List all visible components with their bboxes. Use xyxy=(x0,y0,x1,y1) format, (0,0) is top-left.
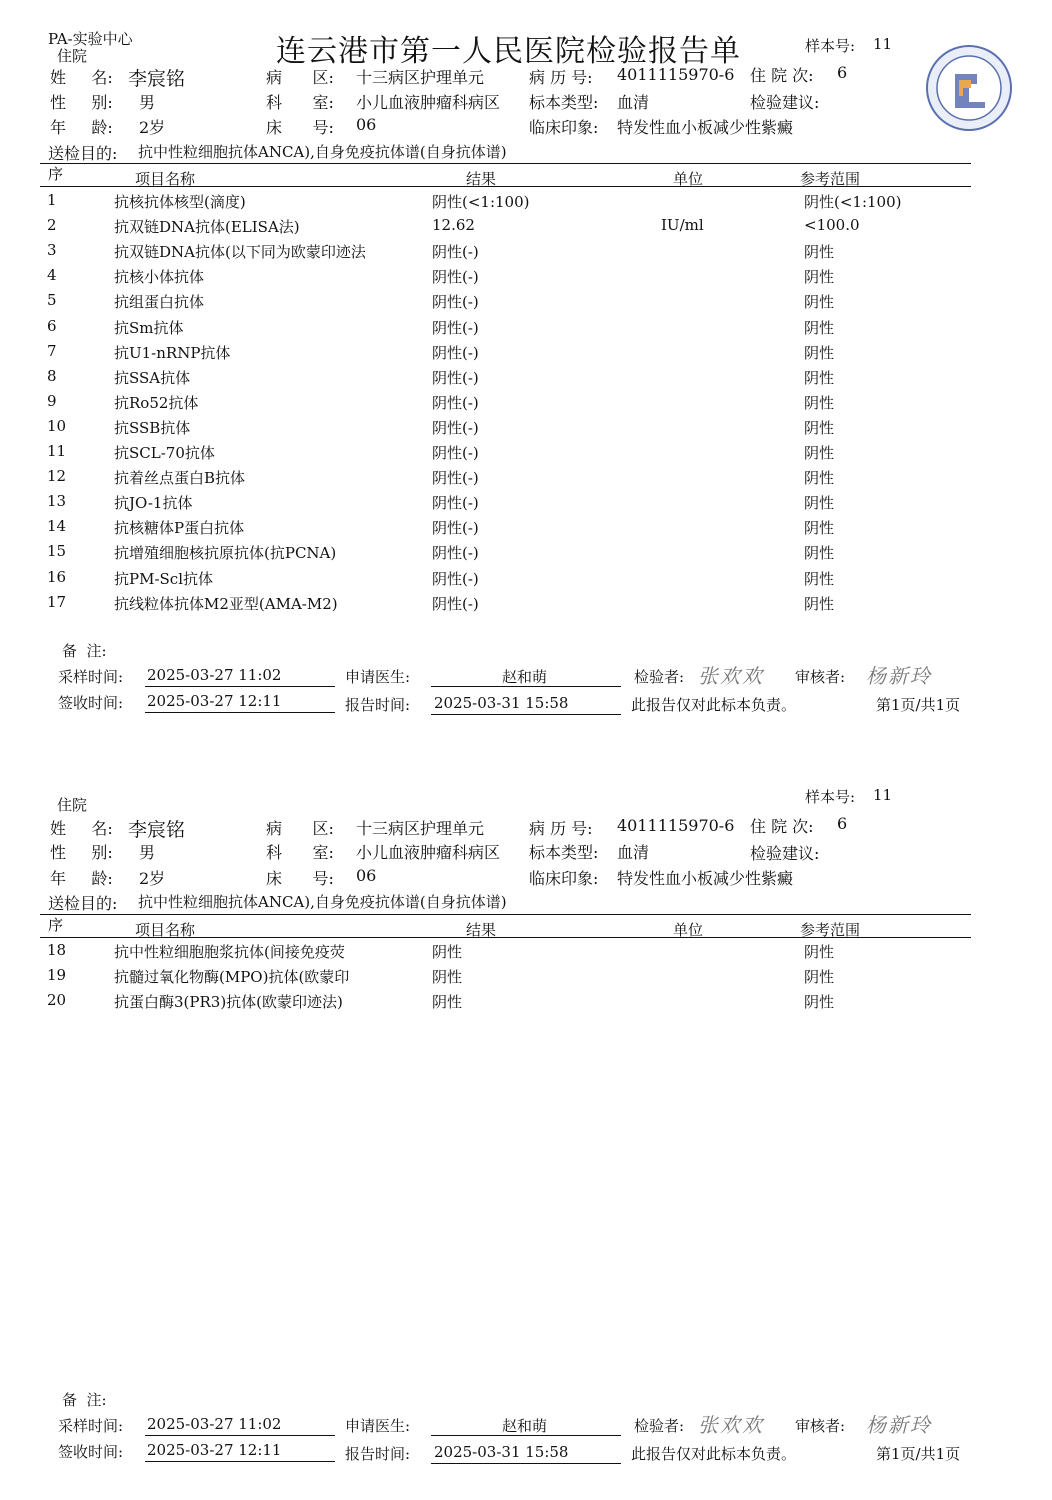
cell-ref: 阴性(<1:100) xyxy=(804,193,902,211)
dept: 小儿血液肿瘤科病区 xyxy=(356,843,501,862)
report-time: 2025-03-31 15:58 xyxy=(434,694,569,712)
remarks-label: 备 注: xyxy=(62,1391,107,1409)
patient-type: 住院 xyxy=(57,796,88,814)
cell-result: 12.62 xyxy=(432,216,475,235)
cell-result: 阴性(<1:100) xyxy=(432,193,530,211)
cell-ref: 阴性 xyxy=(804,343,835,362)
sex-label: 性 别: xyxy=(50,93,113,112)
sample-no: 11 xyxy=(873,35,893,53)
sex: 男 xyxy=(139,93,156,112)
receive-time-underline xyxy=(145,1461,335,1462)
reviewer-label: 审核者: xyxy=(795,1417,846,1435)
col-seq-header: 序 xyxy=(48,916,64,934)
cell-seq: 10 xyxy=(47,416,67,435)
col-unit-header: 单位 xyxy=(673,170,704,188)
table-row xyxy=(0,442,1052,467)
age-label: 年 龄: xyxy=(50,118,113,137)
table-row xyxy=(0,342,1052,367)
cell-result: 阴性(-) xyxy=(432,519,479,538)
patient-name: 李宸铭 xyxy=(128,68,186,90)
table-row xyxy=(0,266,1052,291)
cell-item: 抗双链DNA抗体(以下同为欧蒙印迹法 xyxy=(114,243,366,262)
report-time: 2025-03-31 15:58 xyxy=(434,1443,569,1461)
cell-item: 抗JO-1抗体 xyxy=(114,494,193,513)
table-row xyxy=(0,467,1052,492)
cell-item: 抗着丝点蛋白B抗体 xyxy=(114,469,246,488)
cell-result: 阴性 xyxy=(432,993,463,1012)
record-no: 4011115970-6 xyxy=(617,816,735,835)
cell-item: 抗线粒体抗体M2亚型(AMA-M2) xyxy=(114,594,338,613)
cell-result: 阴性(-) xyxy=(432,444,479,462)
cell-seq: 12 xyxy=(47,467,67,486)
cell-seq: 14 xyxy=(47,517,67,536)
table-row xyxy=(0,542,1052,567)
page-info: 第1页/共1页 xyxy=(876,1445,961,1463)
cell-seq: 7 xyxy=(47,341,57,360)
clinical-label: 临床印象: xyxy=(529,869,599,888)
table-row xyxy=(0,216,1052,241)
cell-seq: 20 xyxy=(47,991,67,1010)
cell-ref: 阴性 xyxy=(804,594,835,613)
doctor-label: 申请医生: xyxy=(345,1417,411,1435)
receive-time-label: 签收时间: xyxy=(58,694,124,712)
cell-result: 阴性(-) xyxy=(432,418,479,437)
ward: 十三病区护理单元 xyxy=(356,68,485,87)
tester-label: 检验者: xyxy=(634,668,685,686)
cell-item: 抗核糖体P蛋白抗体 xyxy=(114,519,245,538)
receive-time-label: 签收时间: xyxy=(58,1443,124,1461)
cell-item: 抗核小体抗体 xyxy=(114,268,205,287)
cell-ref: 阴性 xyxy=(804,943,835,961)
report-time-label: 报告时间: xyxy=(345,1445,411,1463)
hospital-logo-icon xyxy=(925,44,1013,132)
sample-time: 2025-03-27 11:02 xyxy=(147,1415,282,1433)
cell-unit: IU/ml xyxy=(661,216,704,235)
cell-item: 抗组蛋白抗体 xyxy=(114,293,205,312)
cell-item: 抗U1-nRNP抗体 xyxy=(114,343,231,362)
dept-label: 科 室: xyxy=(266,843,334,862)
specimen-label: 标本类型: xyxy=(529,93,599,112)
cell-item: 抗中性粒细胞胞浆抗体(间接免疫荧 xyxy=(114,943,345,961)
cell-ref: 阴性 xyxy=(804,243,835,262)
cell-seq: 13 xyxy=(47,492,67,511)
table-row xyxy=(0,492,1052,517)
cell-item: 抗SSB抗体 xyxy=(114,418,191,437)
cell-ref: 阴性 xyxy=(804,393,835,412)
purpose: 抗中性粒细胞抗体ANCA),自身免疫抗体谱(自身抗体谱) xyxy=(138,893,507,911)
col-item-header: 项目名称 xyxy=(135,170,196,188)
cell-seq: 19 xyxy=(47,966,67,985)
reviewer-label: 审核者: xyxy=(795,668,846,686)
cell-ref: 阴性 xyxy=(804,993,835,1012)
ward-label: 病 区: xyxy=(266,819,334,838)
table-row xyxy=(0,568,1052,593)
cell-item: 抗SCL-70抗体 xyxy=(114,444,215,462)
purpose-label: 送检目的: xyxy=(48,144,118,163)
cell-item: 抗Ro52抗体 xyxy=(114,393,199,412)
name-label: 姓 名: xyxy=(50,819,113,838)
cell-result: 阴性(-) xyxy=(432,393,479,412)
table-row xyxy=(0,191,1052,216)
cell-item: 抗增殖细胞核抗原抗体(抗PCNA) xyxy=(114,544,337,563)
cell-seq: 8 xyxy=(47,366,57,385)
cell-result: 阴性 xyxy=(432,968,463,987)
table-row xyxy=(0,517,1052,542)
table-row xyxy=(0,291,1052,316)
cell-seq: 5 xyxy=(47,291,57,310)
col-ref-header: 参考范围 xyxy=(800,170,861,188)
report-time-underline xyxy=(431,1463,621,1464)
dept: 小儿血液肿瘤科病区 xyxy=(356,93,501,112)
cell-item: 抗核抗体核型(滴度) xyxy=(114,193,246,211)
sample-no: 11 xyxy=(873,786,893,804)
cell-result: 阴性(-) xyxy=(432,544,479,563)
lab-center: PA-实验中心 xyxy=(48,30,133,48)
table-row xyxy=(0,991,1052,1016)
specimen-label: 标本类型: xyxy=(529,843,599,862)
cell-ref: 阴性 xyxy=(804,368,835,387)
bed: 06 xyxy=(356,866,377,885)
cell-result: 阴性(-) xyxy=(432,469,479,488)
cell-seq: 2 xyxy=(47,216,57,235)
sample-time-label: 采样时间: xyxy=(58,668,124,686)
cell-result: 阴性(-) xyxy=(432,368,479,387)
cell-result: 阴性(-) xyxy=(432,318,479,337)
bed-label: 床 号: xyxy=(266,869,334,888)
doctor: 赵和萌 xyxy=(502,668,548,686)
tester-label: 检验者: xyxy=(634,1417,685,1435)
cell-item: 抗蛋白酶3(PR3)抗体(欧蒙印迹法) xyxy=(114,993,343,1012)
table-row xyxy=(0,241,1052,266)
sample-time: 2025-03-27 11:02 xyxy=(147,666,282,684)
col-item-header: 项目名称 xyxy=(135,921,196,939)
tester-signature: 张欢欢 xyxy=(698,664,764,688)
cell-result: 阴性(-) xyxy=(432,268,479,287)
cell-ref: 阴性 xyxy=(804,544,835,563)
ward-label: 病 区: xyxy=(266,68,334,87)
table-header-rule xyxy=(40,186,971,187)
record-label: 病 历 号: xyxy=(529,68,593,87)
cell-ref: 阴性 xyxy=(804,569,835,588)
sex: 男 xyxy=(139,843,156,862)
col-seq-header: 序 xyxy=(48,165,64,183)
admission-label: 住 院 次: xyxy=(750,817,814,836)
table-row xyxy=(0,593,1052,618)
tester-signature: 张欢欢 xyxy=(698,1413,764,1437)
reviewer-signature: 杨新玲 xyxy=(866,1413,932,1437)
sample-time-label: 采样时间: xyxy=(58,1417,124,1435)
cell-seq: 4 xyxy=(47,266,57,285)
cell-seq: 18 xyxy=(47,941,67,959)
clinical-label: 临床印象: xyxy=(529,118,599,137)
cell-item: 抗SSA抗体 xyxy=(114,368,191,387)
cell-seq: 15 xyxy=(47,542,67,561)
dept-label: 科 室: xyxy=(266,93,334,112)
table-top-rule xyxy=(40,914,971,915)
advice-label: 检验建议: xyxy=(750,844,820,863)
clinical-impression: 特发性血小板减少性紫癜 xyxy=(617,869,794,888)
ward: 十三病区护理单元 xyxy=(356,819,485,838)
specimen: 血清 xyxy=(617,843,650,862)
doctor-underline xyxy=(431,1435,621,1436)
cell-ref: 阴性 xyxy=(804,968,835,987)
report-time-label: 报告时间: xyxy=(345,696,411,714)
table-row xyxy=(0,317,1052,342)
disclaimer: 此报告仅对此标本负责。 xyxy=(631,696,797,714)
cell-seq: 17 xyxy=(47,592,67,611)
patient-name: 李宸铭 xyxy=(128,819,186,841)
sample-no-label: 样本号: xyxy=(805,37,856,55)
cell-item: 抗髓过氧化物酶(MPO)抗体(欧蒙印 xyxy=(114,968,350,987)
col-result-header: 结果 xyxy=(466,921,497,939)
cell-item: 抗PM-Scl抗体 xyxy=(114,569,213,588)
cell-ref: 阴性 xyxy=(804,318,835,337)
cell-seq: 6 xyxy=(47,316,57,335)
receive-time: 2025-03-27 12:11 xyxy=(147,692,282,710)
cell-result: 阴性(-) xyxy=(432,494,479,513)
cell-result: 阴性(-) xyxy=(432,293,479,312)
table-header-rule xyxy=(40,937,971,938)
clinical-impression: 特发性血小板减少性紫癜 xyxy=(617,118,794,137)
report-page-2 xyxy=(0,750,1052,1500)
specimen: 血清 xyxy=(617,93,650,112)
record-label: 病 历 号: xyxy=(529,819,593,838)
report-title: 连云港市第一人民医院检验报告单 xyxy=(276,34,741,69)
admission-no: 6 xyxy=(837,814,848,833)
admission-label: 住 院 次: xyxy=(750,66,814,85)
cell-seq: 1 xyxy=(47,191,57,209)
bed-label: 床 号: xyxy=(266,118,334,137)
sample-time-underline xyxy=(145,686,335,687)
disclaimer: 此报告仅对此标本负责。 xyxy=(631,1445,797,1463)
purpose-label: 送检目的: xyxy=(48,894,118,913)
advice-label: 检验建议: xyxy=(750,93,820,112)
cell-result: 阴性 xyxy=(432,943,463,961)
doctor-underline xyxy=(431,686,621,687)
receive-time: 2025-03-27 12:11 xyxy=(147,1441,282,1459)
age-label: 年 龄: xyxy=(50,869,113,888)
sample-no-label: 样本号: xyxy=(805,788,856,806)
cell-result: 阴性(-) xyxy=(432,243,479,262)
cell-ref: 阴性 xyxy=(804,469,835,488)
cell-seq: 16 xyxy=(47,567,67,586)
cell-seq: 3 xyxy=(47,241,57,260)
cell-ref: 阴性 xyxy=(804,519,835,538)
purpose: 抗中性粒细胞抗体ANCA),自身免疫抗体谱(自身抗体谱) xyxy=(138,143,507,161)
doctor: 赵和萌 xyxy=(502,1417,548,1435)
cell-ref: 阴性 xyxy=(804,444,835,462)
cell-ref: 阴性 xyxy=(804,268,835,287)
table-row xyxy=(0,367,1052,392)
remarks-label: 备 注: xyxy=(62,642,107,660)
table-row xyxy=(0,417,1052,442)
table-row xyxy=(0,966,1052,991)
age: 2岁 xyxy=(139,118,166,137)
report-time-underline xyxy=(431,714,621,715)
bed: 06 xyxy=(356,115,377,134)
page-info: 第1页/共1页 xyxy=(876,696,961,714)
admission-no: 6 xyxy=(837,63,848,82)
record-no: 4011115970-6 xyxy=(617,65,735,84)
sex-label: 性 别: xyxy=(50,843,113,862)
col-unit-header: 单位 xyxy=(673,921,704,939)
col-result-header: 结果 xyxy=(466,170,497,188)
cell-result: 阴性(-) xyxy=(432,343,479,362)
cell-item: 抗Sm抗体 xyxy=(114,318,184,337)
cell-seq: 9 xyxy=(47,391,57,410)
cell-ref: <100.0 xyxy=(804,216,860,235)
cell-result: 阴性(-) xyxy=(432,594,479,613)
receive-time-underline xyxy=(145,712,335,713)
table-row xyxy=(0,392,1052,417)
doctor-label: 申请医生: xyxy=(345,668,411,686)
name-label: 姓 名: xyxy=(50,68,113,87)
sample-time-underline xyxy=(145,1435,335,1436)
reviewer-signature: 杨新玲 xyxy=(866,664,932,688)
age: 2岁 xyxy=(139,869,166,888)
cell-ref: 阴性 xyxy=(804,418,835,437)
cell-item: 抗双链DNA抗体(ELISA法) xyxy=(114,218,300,237)
cell-ref: 阴性 xyxy=(804,293,835,312)
cell-ref: 阴性 xyxy=(804,494,835,513)
col-ref-header: 参考范围 xyxy=(800,921,861,939)
cell-result: 阴性(-) xyxy=(432,569,479,588)
patient-type: 住院 xyxy=(57,47,88,65)
table-top-rule xyxy=(40,163,971,164)
cell-seq: 11 xyxy=(47,442,67,460)
table-row xyxy=(0,941,1052,966)
